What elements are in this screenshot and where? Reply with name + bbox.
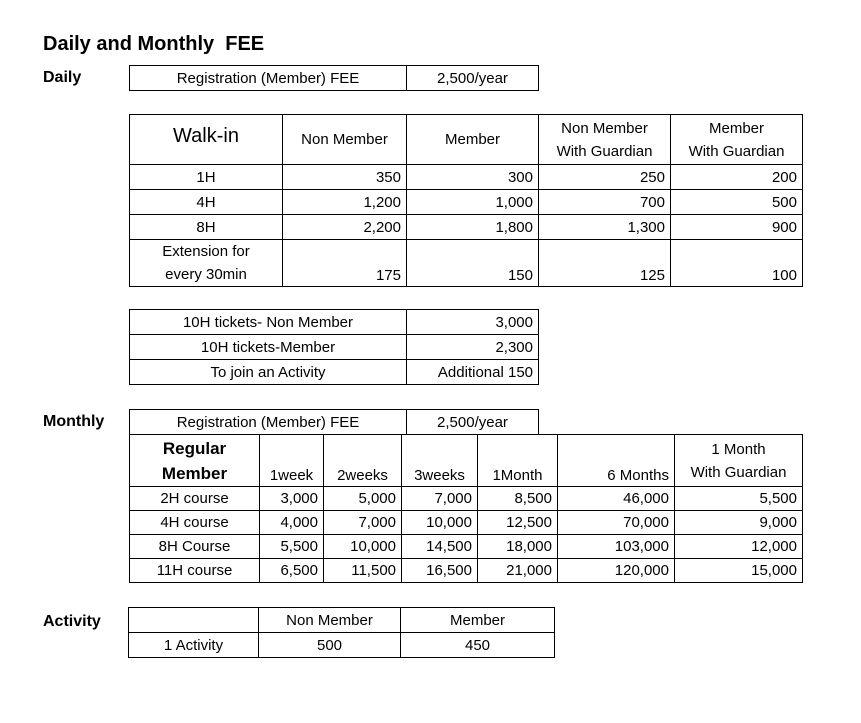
monthly-registration-table — [129, 409, 539, 435]
regular-header-title — [130, 435, 260, 487]
cell-value: 500 — [671, 190, 803, 215]
activity-non-member-price: 500 — [259, 633, 401, 658]
cell-value: 150 — [407, 240, 539, 287]
daily-registration-label: Registration (Member) FEE — [130, 66, 407, 91]
section-activity-label: Activity — [43, 613, 101, 630]
cell-value: 8,500 — [478, 487, 558, 511]
cell-value: 10,000 — [402, 511, 478, 535]
walkin-header-col3-line2: With Guardian — [556, 142, 653, 160]
cell-value: 6,500 — [260, 559, 324, 583]
ticket-value: Additional 150 — [407, 360, 539, 385]
cell-value: 18,000 — [478, 535, 558, 559]
table-row — [130, 310, 539, 335]
cell-value: 1,300 — [539, 215, 671, 240]
ticket-label: 10H tickets-Member — [130, 335, 407, 360]
table-row — [130, 190, 803, 215]
table-row — [129, 633, 555, 658]
cell-value: 7,000 — [324, 511, 402, 535]
row-label: 2H course — [130, 487, 260, 511]
table-row — [130, 240, 803, 287]
regular-header-title-line1: Regular — [162, 438, 227, 458]
cell-value: 1,200 — [283, 190, 407, 215]
regular-member-table — [129, 434, 803, 583]
table-row — [130, 511, 803, 535]
table-row — [130, 215, 803, 240]
walkin-header-non-member: Non Member — [283, 115, 407, 165]
regular-header-c6-line2: With Guardian — [690, 463, 787, 481]
cell-value: 10,000 — [324, 535, 402, 559]
cell-value: 300 — [407, 165, 539, 190]
table-row — [130, 535, 803, 559]
cell-value: 4,000 — [260, 511, 324, 535]
cell-value: 350 — [283, 165, 407, 190]
walkin-header-col4-line2: With Guardian — [688, 142, 785, 160]
walkin-table — [129, 114, 803, 287]
activity-table — [128, 607, 555, 658]
table-row — [130, 487, 803, 511]
walkin-header-title: Walk-in — [130, 115, 283, 165]
row-label: 1H — [130, 165, 283, 190]
regular-header-1month: 1Month — [478, 435, 558, 487]
table-row — [130, 335, 539, 360]
cell-value: 5,500 — [260, 535, 324, 559]
regular-header-title-line2: Member — [161, 463, 228, 483]
regular-header-6months: 6 Months — [558, 435, 675, 487]
activity-member-price: 450 — [401, 633, 555, 658]
activity-header-member: Member — [401, 608, 555, 633]
monthly-registration-value: 2,500/year — [407, 410, 539, 435]
cell-value: 250 — [539, 165, 671, 190]
daily-registration-table — [129, 65, 539, 91]
row-label: 4H — [130, 190, 283, 215]
ticket-label: 10H tickets- Non Member — [130, 310, 407, 335]
cell-value: 7,000 — [402, 487, 478, 511]
cell-value: 3,000 — [260, 487, 324, 511]
page-title: Daily and Monthly FEE — [43, 33, 265, 55]
ticket-value: 2,300 — [407, 335, 539, 360]
table-row — [130, 165, 803, 190]
walkin-header-col4-line1: Member — [708, 119, 764, 137]
regular-header-3weeks: 3weeks — [402, 435, 478, 487]
cell-value: 15,000 — [675, 559, 803, 583]
extension-label — [130, 240, 283, 287]
cell-value: 70,000 — [558, 511, 675, 535]
table-row — [130, 559, 803, 583]
cell-value: 46,000 — [558, 487, 675, 511]
cell-value: 1,000 — [407, 190, 539, 215]
regular-header-1week: 1week — [260, 435, 324, 487]
cell-value: 16,500 — [402, 559, 478, 583]
cell-value: 100 — [671, 240, 803, 287]
cell-value: 9,000 — [675, 511, 803, 535]
walkin-header-col3-line1: Non Member — [561, 119, 648, 137]
section-monthly-label: Monthly — [43, 413, 105, 430]
cell-value: 700 — [539, 190, 671, 215]
cell-value: 5,000 — [324, 487, 402, 511]
activity-header-blank — [129, 608, 259, 633]
daily-registration-value: 2,500/year — [407, 66, 539, 91]
cell-value: 11,500 — [324, 559, 402, 583]
cell-value: 103,000 — [558, 535, 675, 559]
row-label: 8H — [130, 215, 283, 240]
walkin-header-member: Member — [407, 115, 539, 165]
row-label: 4H course — [130, 511, 260, 535]
monthly-registration-label: Registration (Member) FEE — [130, 410, 407, 435]
cell-value: 120,000 — [558, 559, 675, 583]
cell-value: 2,200 — [283, 215, 407, 240]
regular-header-1month-guardian — [675, 435, 803, 487]
cell-value: 12,500 — [478, 511, 558, 535]
table-row — [130, 360, 539, 385]
walkin-header-member-guardian — [671, 115, 803, 165]
activity-header-non-member: Non Member — [259, 608, 401, 633]
extension-label-line2: every 30min — [165, 266, 247, 283]
section-daily-label: Daily — [43, 69, 82, 86]
extension-label-line1: Extension for — [162, 243, 250, 260]
cell-value: 21,000 — [478, 559, 558, 583]
cell-value: 200 — [671, 165, 803, 190]
cell-value: 900 — [671, 215, 803, 240]
regular-header-2weeks: 2weeks — [324, 435, 402, 487]
ticket-label: To join an Activity — [130, 360, 407, 385]
cell-value: 12,000 — [675, 535, 803, 559]
row-label: 8H Course — [130, 535, 260, 559]
cell-value: 125 — [539, 240, 671, 287]
cell-value: 1,800 — [407, 215, 539, 240]
tickets-table — [129, 309, 539, 385]
regular-header-c6-line1: 1 Month — [711, 440, 766, 458]
activity-row-label: 1 Activity — [129, 633, 259, 658]
cell-value: 5,500 — [675, 487, 803, 511]
cell-value: 175 — [283, 240, 407, 287]
cell-value: 14,500 — [402, 535, 478, 559]
walkin-header-non-member-guardian — [539, 115, 671, 165]
row-label: 11H course — [130, 559, 260, 583]
ticket-value: 3,000 — [407, 310, 539, 335]
